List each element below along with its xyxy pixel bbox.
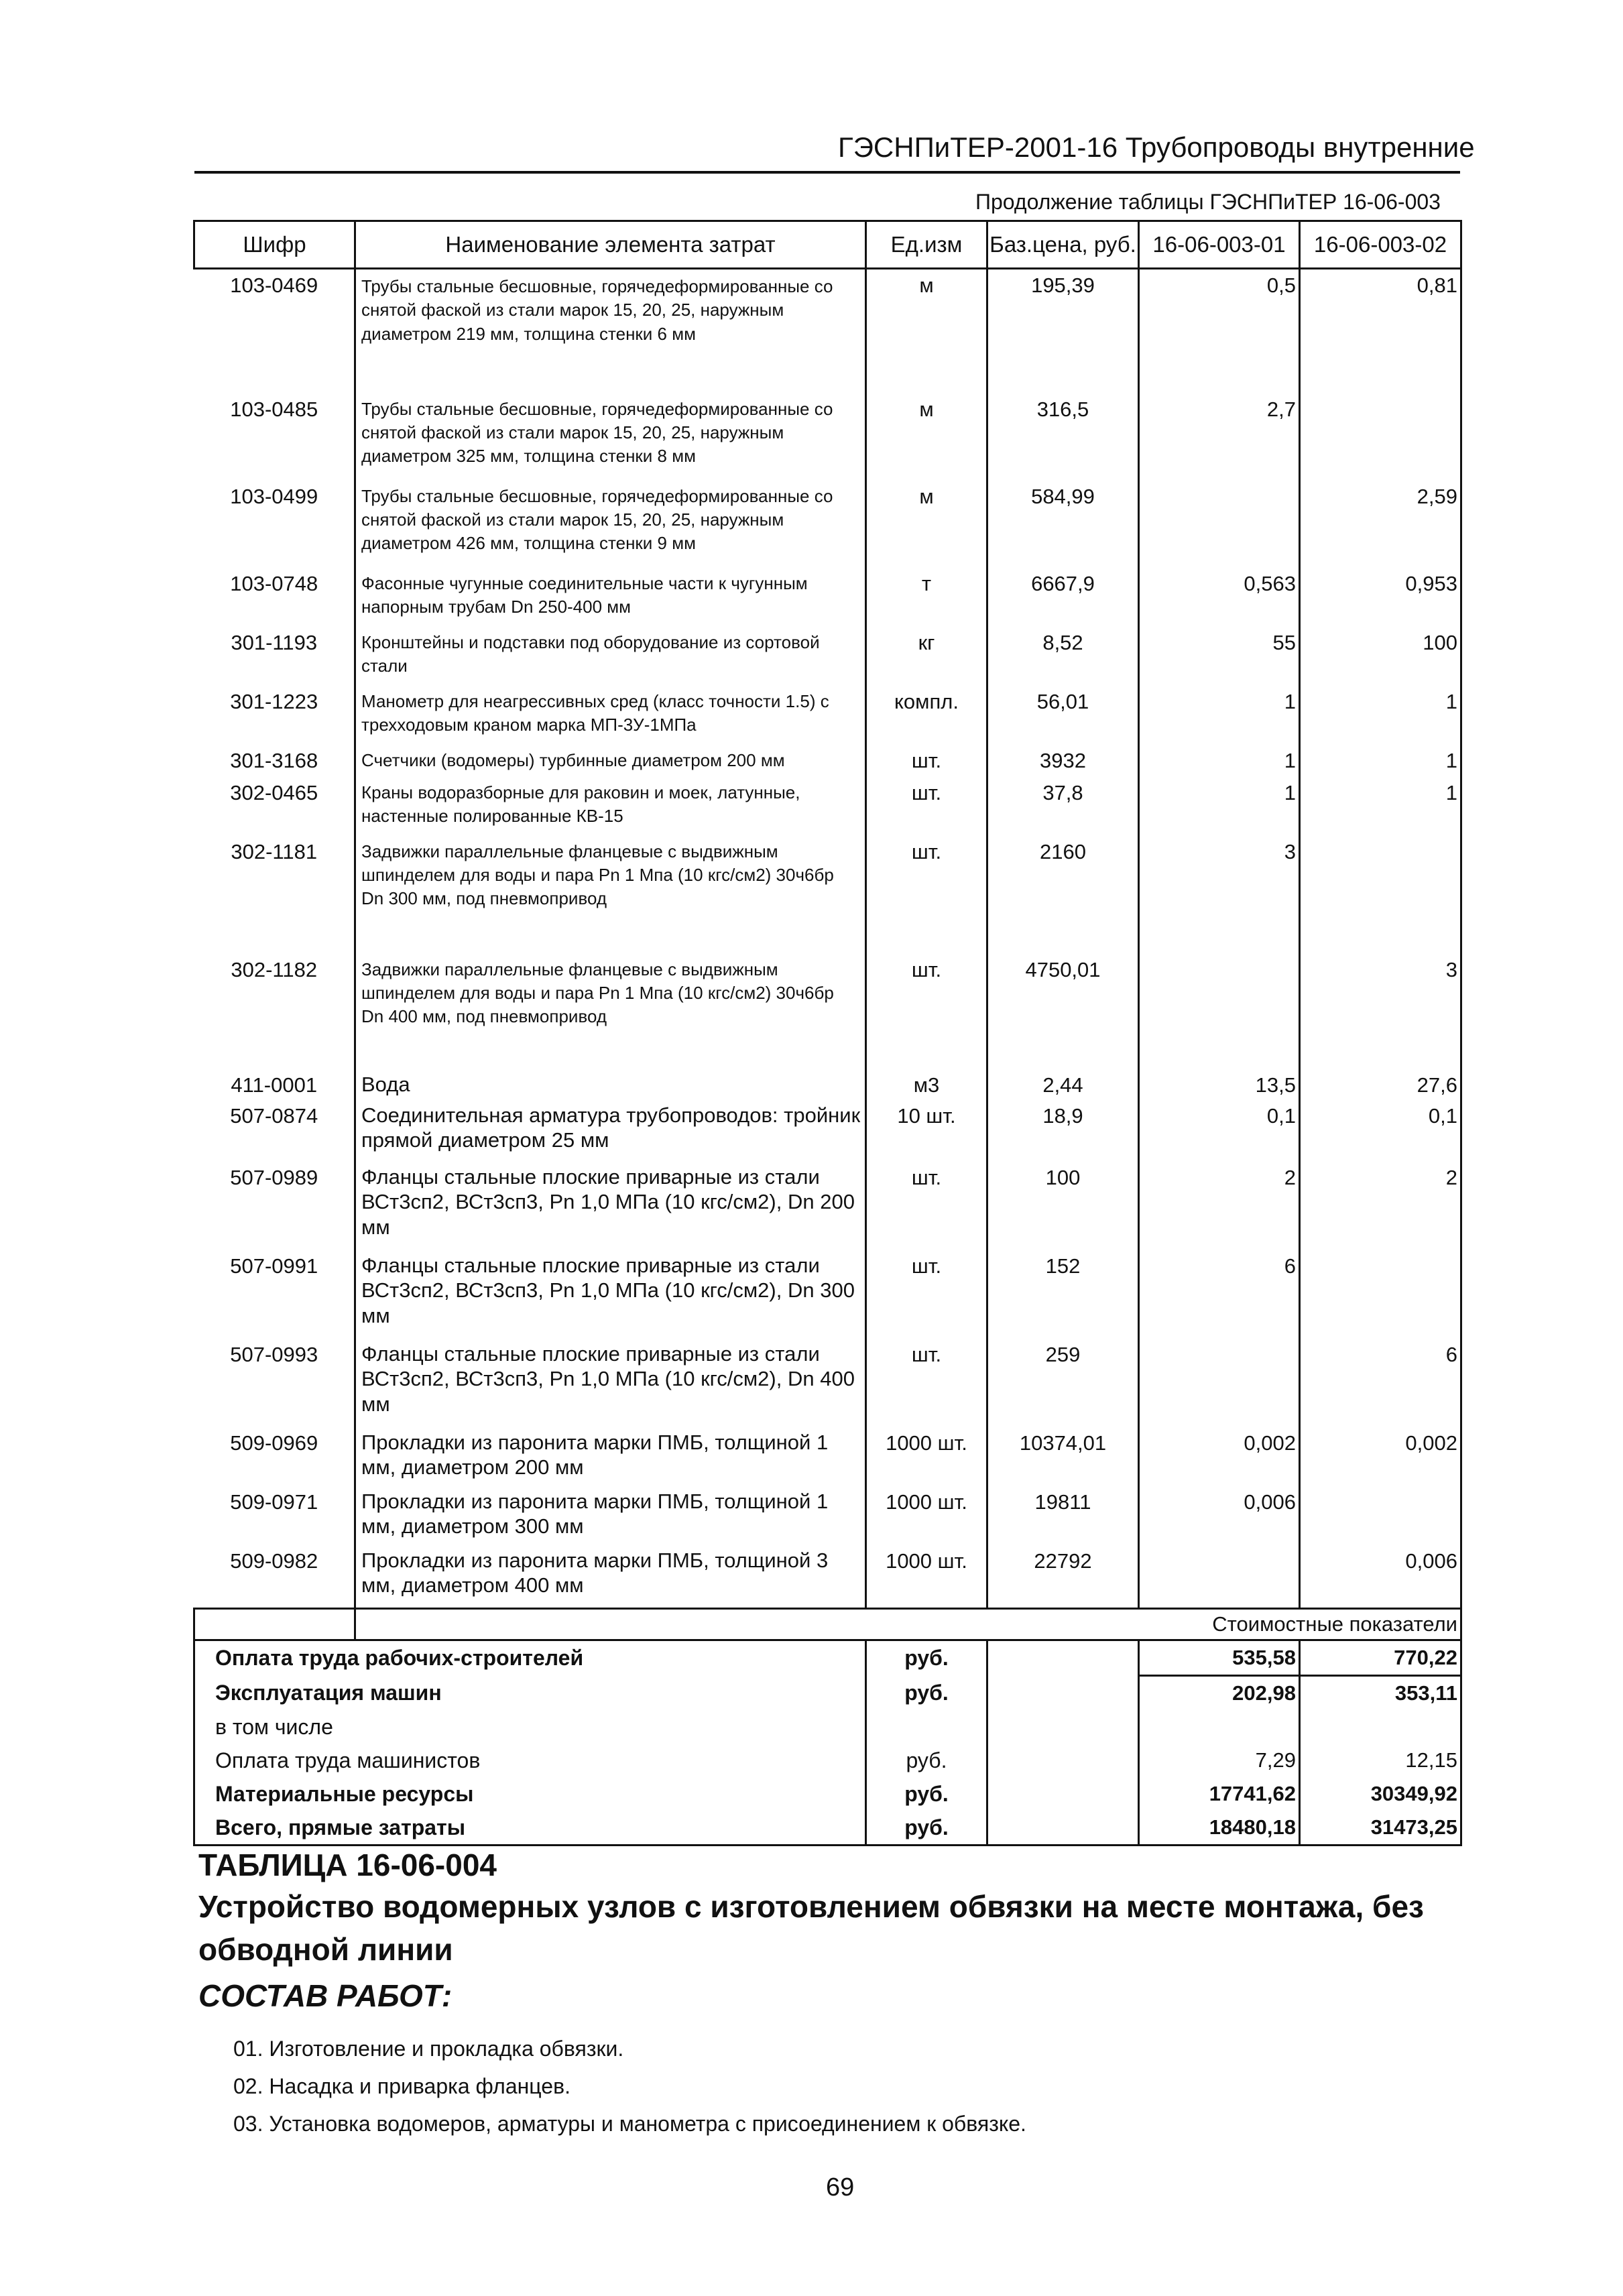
resource-name: Прокладки из паронита марки ПМБ, толщиной 1 мм, диаметром 300 мм xyxy=(355,1485,866,1544)
norm-01-value: 3 xyxy=(1139,835,1300,953)
resource-price: 56,01 xyxy=(987,684,1139,743)
norm-02-value: 0,81 xyxy=(1300,269,1461,392)
resource-name: Трубы стальные бесшовные, горячедеформированные со снятой фаской из стали марок 15, 20, 25, наружным диаметром 325 мм, толщина стенки 8 мм xyxy=(355,392,866,479)
summary-norm-01: 18480,18 xyxy=(1139,1811,1300,1846)
summary-unit: руб. xyxy=(866,1744,987,1777)
resource-price: 152 xyxy=(987,1249,1139,1337)
resource-name: Фланцы стальные плоские приварные из стали ВСт3сп2, ВСт3сп3, Pn 1,0 МПа (10 кгс/см2), Dn 200 мм xyxy=(355,1160,866,1249)
table-row xyxy=(194,743,1461,776)
norm-01-value: 55 xyxy=(1139,625,1300,684)
resource-name: Краны водоразборные для раковин и моек, латунные, настенные полированные КВ-15 xyxy=(355,776,866,835)
summary-norm-01: 17741,62 xyxy=(1139,1777,1300,1811)
summary-norm-02: 770,22 xyxy=(1300,1640,1461,1676)
summary-norm-02: 30349,92 xyxy=(1300,1777,1461,1811)
summary-norm-01: 202,98 xyxy=(1139,1676,1300,1711)
summary-norm-01: 7,29 xyxy=(1139,1744,1300,1777)
summary-price-empty xyxy=(987,1811,1139,1846)
resource-price: 195,39 xyxy=(987,269,1139,392)
table-row xyxy=(194,835,1461,953)
norm-02-value: 100 xyxy=(1300,625,1461,684)
resource-unit: 10 шт. xyxy=(866,1099,987,1160)
resource-name: Фланцы стальные плоские приварные из стали ВСт3сп2, ВСт3сп3, Pn 1,0 МПа (10 кгс/см2), Dn 400 мм xyxy=(355,1337,866,1426)
resource-price: 259 xyxy=(987,1337,1139,1426)
norm-01-value: 13,5 xyxy=(1139,1068,1300,1099)
resource-code: 103-0469 xyxy=(230,274,318,297)
summary-row xyxy=(194,1640,1461,1676)
resource-unit: м xyxy=(866,392,987,479)
norm-02-value: 1 xyxy=(1300,743,1461,776)
table-header-row xyxy=(194,221,1461,269)
norm-01-value: 2 xyxy=(1139,1160,1300,1249)
resource-code: 301-1223 xyxy=(230,689,318,713)
norm-02-value: 0,002 xyxy=(1300,1426,1461,1485)
cost-table xyxy=(193,220,1462,1846)
resource-code: 302-0465 xyxy=(230,780,318,804)
column-header-norm-02: 16-06-003-02 xyxy=(1300,221,1461,269)
norm-01-value: 0,1 xyxy=(1139,1099,1300,1160)
resource-code: 302-1181 xyxy=(231,839,318,863)
table-continuation-note: Продолжение таблицы ГЭСНПиТЕР 16-06-003 xyxy=(975,190,1441,214)
table-row xyxy=(194,392,1461,479)
running-header: ГЭСНПиТЕР-2001-16 Трубопроводы внутренние xyxy=(838,131,1475,163)
resource-unit: шт. xyxy=(866,743,987,776)
norm-02-value: 3 xyxy=(1300,953,1461,1068)
summary-label: в том числе xyxy=(194,1710,866,1744)
norm-02-value xyxy=(1300,835,1461,953)
resource-unit: шт. xyxy=(866,835,987,953)
norm-02-value: 1 xyxy=(1300,684,1461,743)
norm-01-value: 0,563 xyxy=(1139,566,1300,625)
resource-unit: шт. xyxy=(866,776,987,835)
summary-norm-02 xyxy=(1300,1710,1461,1744)
resource-price: 22792 xyxy=(987,1544,1139,1609)
summary-price-empty xyxy=(987,1744,1139,1777)
resource-code: 507-0993 xyxy=(230,1342,318,1366)
norm-01-value xyxy=(1139,1544,1300,1609)
table-row xyxy=(194,1068,1461,1099)
resource-unit: 1000 шт. xyxy=(866,1485,987,1544)
resource-price: 6667,9 xyxy=(987,566,1139,625)
summary-norm-02: 31473,25 xyxy=(1300,1811,1461,1846)
resource-code: 103-0748 xyxy=(230,571,318,595)
resource-price: 316,5 xyxy=(987,392,1139,479)
table-row xyxy=(194,953,1461,1068)
column-header-norm-01: 16-06-003-01 xyxy=(1139,221,1300,269)
table-row xyxy=(194,1160,1461,1249)
norm-01-value: 2,7 xyxy=(1139,392,1300,479)
summary-label: Оплата труда рабочих-строителей xyxy=(194,1640,866,1676)
norm-01-value xyxy=(1139,479,1300,566)
table-row xyxy=(194,776,1461,835)
cost-indicators-band xyxy=(194,1609,1461,1640)
summary-unit: руб. xyxy=(866,1676,987,1711)
resource-price: 19811 xyxy=(987,1485,1139,1544)
resource-name: Прокладки из паронита марки ПМБ, толщиной 1 мм, диаметром 200 мм xyxy=(355,1426,866,1485)
summary-row xyxy=(194,1676,1461,1711)
resource-unit: м3 xyxy=(866,1068,987,1099)
resource-price: 37,8 xyxy=(987,776,1139,835)
norm-01-value: 0,002 xyxy=(1139,1426,1300,1485)
resource-unit: шт. xyxy=(866,953,987,1068)
resource-unit: м xyxy=(866,479,987,566)
resource-price: 8,52 xyxy=(987,625,1139,684)
summary-row xyxy=(194,1710,1461,1744)
summary-unit: руб. xyxy=(866,1777,987,1811)
next-table-code: ТАБЛИЦА 16-06-004 xyxy=(198,1848,497,1882)
norm-02-value: 0,006 xyxy=(1300,1544,1461,1609)
column-header-unit: Ед.изм xyxy=(866,221,987,269)
resource-name: Задвижки параллельные фланцевые с выдвижным шпинделем для воды и пара Pn 1 Мпа (10 кгс/см2) 30ч6бр Dn 300 мм, под пневмопривод xyxy=(355,835,866,953)
norm-02-value: 6 xyxy=(1300,1337,1461,1426)
resource-name: Трубы стальные бесшовные, горячедеформированные со снятой фаской из стали марок 15, 20, 25, наружным диаметром 426 мм, толщина стенки 9 мм xyxy=(355,479,866,566)
norm-02-value: 0,953 xyxy=(1300,566,1461,625)
norm-02-value xyxy=(1300,392,1461,479)
summary-row xyxy=(194,1811,1461,1846)
resource-unit: шт. xyxy=(866,1249,987,1337)
norm-01-value xyxy=(1139,953,1300,1068)
summary-norm-01: 535,58 xyxy=(1139,1640,1300,1676)
summary-price-empty xyxy=(987,1710,1139,1744)
summary-row xyxy=(194,1744,1461,1777)
resource-code: 301-1193 xyxy=(231,630,318,654)
resource-unit: 1000 шт. xyxy=(866,1426,987,1485)
norm-01-value: 1 xyxy=(1139,776,1300,835)
resource-unit: шт. xyxy=(866,1337,987,1426)
norm-02-value: 27,6 xyxy=(1300,1068,1461,1099)
summary-row xyxy=(194,1777,1461,1811)
column-header-code: Шифр xyxy=(194,221,355,269)
summary-label: Всего, прямые затраты xyxy=(194,1811,866,1846)
cost-indicators-label: Стоимостные показатели xyxy=(355,1609,1461,1640)
resource-unit: компл. xyxy=(866,684,987,743)
column-header-name: Наименование элемента затрат xyxy=(355,221,866,269)
list-item: 03. Установка водомеров, арматуры и манометра с присоединением к обвязке. xyxy=(233,2112,1026,2136)
column-header-price: Баз.цена, руб. xyxy=(987,221,1139,269)
resource-name: Кронштейны и подставки под оборудование из сортовой стали xyxy=(355,625,866,684)
resource-price: 2160 xyxy=(987,835,1139,953)
resource-code: 507-0991 xyxy=(230,1254,318,1278)
norm-02-value: 2,59 xyxy=(1300,479,1461,566)
resource-price: 4750,01 xyxy=(987,953,1139,1068)
resource-code: 302-1182 xyxy=(231,957,318,981)
norm-01-value: 1 xyxy=(1139,684,1300,743)
summary-label: Эксплуатация машин xyxy=(194,1676,866,1711)
resource-unit: 1000 шт. xyxy=(866,1544,987,1609)
resource-price: 18,9 xyxy=(987,1099,1139,1160)
resource-price: 584,99 xyxy=(987,479,1139,566)
table-row xyxy=(194,1249,1461,1337)
resource-unit: м xyxy=(866,269,987,392)
summary-unit: руб. xyxy=(866,1640,987,1676)
table-row xyxy=(194,269,1461,392)
next-table-title: Устройство водомерных узлов с изготовлением обвязки на месте монтажа, без обводной линии xyxy=(198,1889,1424,1968)
summary-label: Материальные ресурсы xyxy=(194,1777,866,1811)
norm-01-value: 0,006 xyxy=(1139,1485,1300,1544)
table-row xyxy=(194,1337,1461,1426)
table-row xyxy=(194,1485,1461,1544)
resource-code: 103-0499 xyxy=(230,484,318,508)
resource-unit: т xyxy=(866,566,987,625)
norm-02-value: 0,1 xyxy=(1300,1099,1461,1160)
list-item: 01. Изготовление и прокладка обвязки. xyxy=(233,2037,624,2061)
resource-code: 507-0989 xyxy=(230,1165,318,1189)
norm-02-value xyxy=(1300,1485,1461,1544)
norm-01-value: 6 xyxy=(1139,1249,1300,1337)
summary-norm-02: 12,15 xyxy=(1300,1744,1461,1777)
list-item: 02. Насадка и приварка фланцев. xyxy=(233,2074,570,2098)
resource-name: Счетчики (водомеры) турбинные диаметром 200 мм xyxy=(355,743,866,776)
resource-code: 509-0982 xyxy=(194,1544,355,1609)
norm-01-value: 0,5 xyxy=(1139,269,1300,392)
resource-name: Прокладки из паронита марки ПМБ, толщиной 3 мм, диаметром 400 мм xyxy=(355,1544,866,1609)
resource-code: 411-0001 xyxy=(231,1073,318,1097)
resource-name: Манометр для неагрессивных сред (класс точности 1.5) с трехходовым краном марка МП-3У-1МПа xyxy=(355,684,866,743)
table-row xyxy=(194,1099,1461,1160)
norm-02-value xyxy=(1300,1249,1461,1337)
resource-name: Фасонные чугунные соединительные части к чугунным напорным трубам Dn 250-400 мм xyxy=(355,566,866,625)
band-spacer xyxy=(194,1609,355,1640)
summary-label: Оплата труда машинистов xyxy=(194,1744,866,1777)
resource-name: Трубы стальные бесшовные, горячедеформированные со снятой фаской из стали марок 15, 20, 25, наружным диаметром 219 мм, толщина стенки 6 мм xyxy=(355,269,866,392)
resource-unit: шт. xyxy=(866,1160,987,1249)
header-rule xyxy=(194,171,1460,174)
table-row xyxy=(194,479,1461,566)
resource-price: 3932 xyxy=(987,743,1139,776)
works-heading: СОСТАВ РАБОТ: xyxy=(198,1978,453,2013)
table-row xyxy=(194,1544,1461,1609)
works-list xyxy=(233,2030,1026,2142)
table-row xyxy=(194,566,1461,625)
resource-code: 509-0969 xyxy=(230,1431,318,1455)
summary-unit xyxy=(866,1710,987,1744)
table-row xyxy=(194,1426,1461,1485)
norm-01-value: 1 xyxy=(1139,743,1300,776)
resource-name: Фланцы стальные плоские приварные из стали ВСт3сп2, ВСт3сп3, Pn 1,0 МПа (10 кгс/см2), Dn 300 мм xyxy=(355,1249,866,1337)
summary-price-empty xyxy=(987,1640,1139,1676)
resource-price: 10374,01 xyxy=(987,1426,1139,1485)
resource-name: Задвижки параллельные фланцевые с выдвижным шпинделем для воды и пара Pn 1 Мпа (10 кгс/см2) 30ч6бр Dn 400 мм, под пневмопривод xyxy=(355,953,866,1068)
resource-code: 509-0971 xyxy=(230,1490,318,1514)
summary-price-empty xyxy=(987,1676,1139,1711)
resource-code: 103-0485 xyxy=(230,397,318,421)
page-number: 69 xyxy=(826,2173,855,2201)
summary-price-empty xyxy=(987,1777,1139,1811)
resource-name: Соединительная арматура трубопроводов: тройник прямой диаметром 25 мм xyxy=(355,1099,866,1160)
table-row xyxy=(194,625,1461,684)
summary-norm-02: 353,11 xyxy=(1300,1676,1461,1711)
resource-unit: кг xyxy=(866,625,987,684)
norm-02-value: 2 xyxy=(1300,1160,1461,1249)
resource-code: 507-0874 xyxy=(230,1103,318,1128)
resource-price: 100 xyxy=(987,1160,1139,1249)
summary-norm-01 xyxy=(1139,1710,1300,1744)
norm-01-value xyxy=(1139,1337,1300,1426)
resource-name: Вода xyxy=(355,1068,866,1099)
table-row xyxy=(194,684,1461,743)
resource-price: 2,44 xyxy=(987,1068,1139,1099)
summary-unit: руб. xyxy=(866,1811,987,1846)
resource-code: 301-3168 xyxy=(230,748,318,772)
norm-02-value: 1 xyxy=(1300,776,1461,835)
